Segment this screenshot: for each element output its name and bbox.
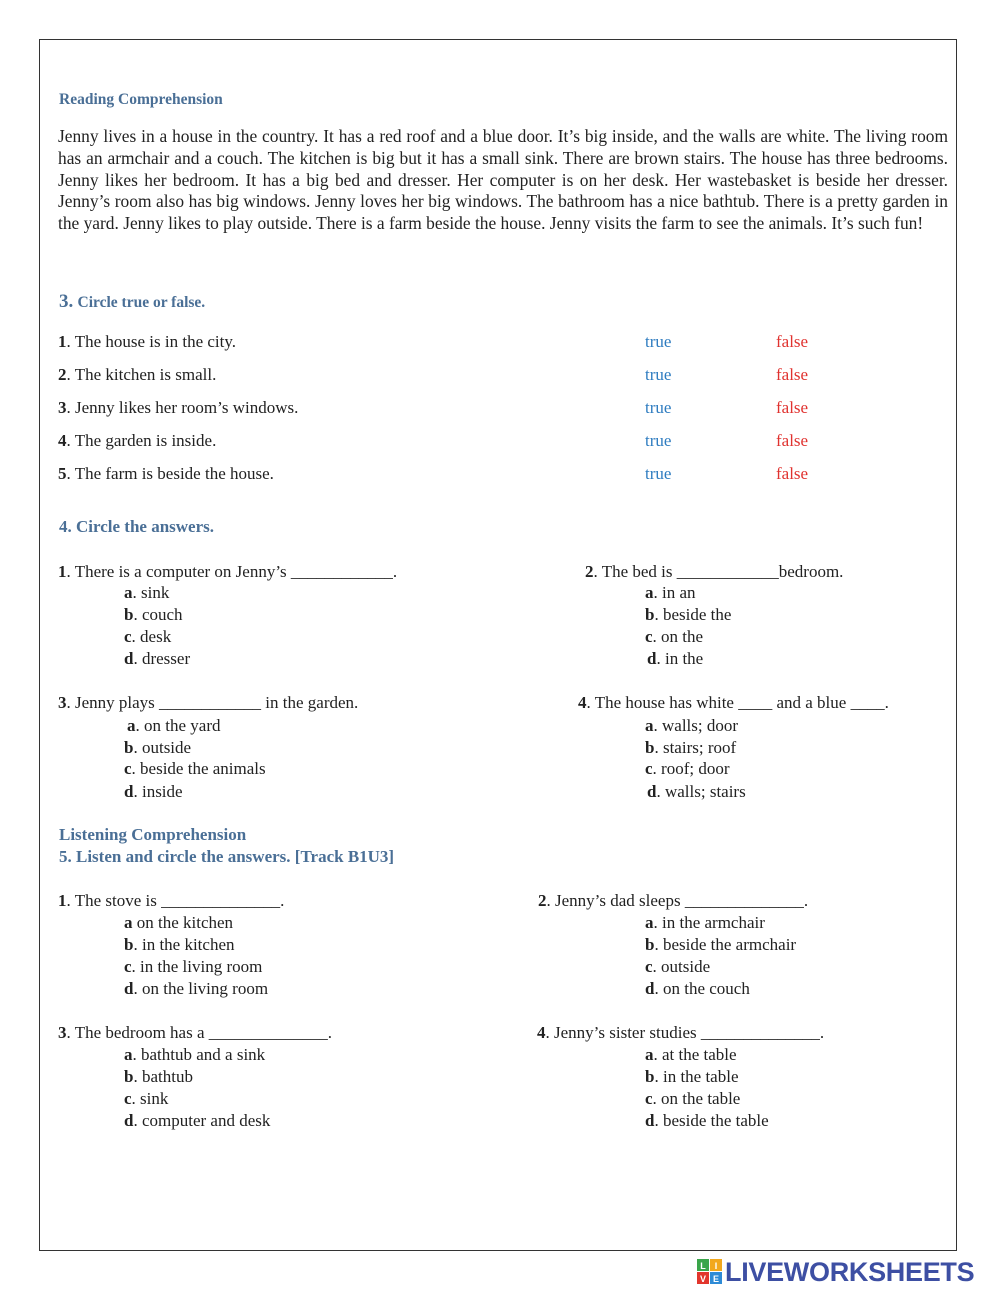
tf-true-option-4[interactable]: true xyxy=(645,431,672,450)
tf-false-option-2[interactable]: false xyxy=(776,365,809,384)
s4-q3-option-b[interactable]: b. outside xyxy=(124,738,192,757)
svg-text:V: V xyxy=(699,1274,707,1284)
l-q4-option-d[interactable]: d. beside the table xyxy=(645,1111,769,1130)
section3-heading xyxy=(59,292,205,311)
s4-q4-option-d[interactable]: d. walls; stairs xyxy=(647,782,746,801)
s4-q3-option-a[interactable]: a. on the yard xyxy=(127,716,221,735)
s4-q2-option-b[interactable]: b. beside the xyxy=(645,605,732,624)
tf-true-option-2[interactable]: true xyxy=(645,365,672,384)
l-q2-option-d[interactable]: d. on the couch xyxy=(645,979,750,998)
tf-true-option-5[interactable]: true xyxy=(645,464,672,483)
tf-item-1: 1. The house is in the city. xyxy=(58,332,237,351)
listening-subtitle: 5. Listen and circle the answers. [Track B1U3] xyxy=(59,847,395,866)
liveworksheets-logo xyxy=(697,1257,993,1287)
l-q4-option-a[interactable]: a. at the table xyxy=(645,1045,737,1064)
tf-false-option-4[interactable]: false xyxy=(776,431,809,450)
s4-q4-option-a[interactable]: a. walls; door xyxy=(645,716,739,735)
l-q1-option-a[interactable]: a on the kitchen xyxy=(124,913,234,932)
tf-true-option-3[interactable]: true xyxy=(645,398,672,417)
s4-q2-option-c[interactable]: c. on the xyxy=(645,627,704,646)
l-q3-option-d[interactable]: d. computer and desk xyxy=(124,1111,271,1130)
s4-q4-option-b[interactable]: b. stairs; roof xyxy=(645,738,737,757)
l-q4-option-c[interactable]: c. on the table xyxy=(645,1089,741,1108)
section3-number: 3. xyxy=(59,291,74,312)
s4-q1-option-c[interactable]: c. desk xyxy=(124,627,172,646)
s4-q1-option-a[interactable]: a. sink xyxy=(124,583,170,602)
logo-text: LIVEWORKSHEETS xyxy=(725,1257,975,1287)
l-q1-option-d[interactable]: d. on the living room xyxy=(124,979,269,998)
section4-title: 4. Circle the answers. xyxy=(59,517,215,536)
l-q4-option-b[interactable]: b. in the table xyxy=(645,1067,739,1086)
l-q3-option-b[interactable]: b. bathtub xyxy=(124,1067,193,1086)
s4-q1-option-b[interactable]: b. couch xyxy=(124,605,183,624)
reading-passage: Jenny lives in a house in the country. It has a red roof and a blue door. It’s big inside, and the walls are white. The living room has an armchair and a couch. The kitchen is big but it has a small sink. There are brown stairs. The house has three bedrooms. Jenny likes her bedroom. It has a big bed and dresser. Her computer is on her desk. Her wastebasket is beside her dresser. Jenny’s room also has big windows. Jenny loves her big windows. The bathroom has a nice bathtub. There is a pretty garden in the yard. Jenny likes to play outside. There is a farm beside the house. Jenny visits the farm to see the animals. It’s such fun! xyxy=(58,126,948,234)
tf-item-5: 5. The farm is beside the house. xyxy=(58,464,274,483)
tf-item-3: 3. Jenny likes her room’s windows. xyxy=(58,398,299,417)
tf-item-4: 4. The garden is inside. xyxy=(58,431,217,450)
l-q3-option-c[interactable]: c. sink xyxy=(124,1089,169,1108)
svg-text:L: L xyxy=(700,1261,706,1271)
listening-title: Listening Comprehension xyxy=(59,825,247,844)
l-question-4: 4. Jenny’s sister studies ______________. xyxy=(537,1023,825,1042)
svg-text:E: E xyxy=(712,1274,720,1284)
l-q2-option-b[interactable]: b. beside the armchair xyxy=(645,935,797,954)
tf-false-option-5[interactable]: false xyxy=(776,464,809,483)
l-q2-option-a[interactable]: a. in the armchair xyxy=(645,913,765,932)
l-q3-option-a[interactable]: a. bathtub and a sink xyxy=(124,1045,266,1064)
s4-q3-option-c[interactable]: c. beside the animals xyxy=(124,759,266,778)
s4-q1-option-d[interactable]: d. dresser xyxy=(124,649,191,668)
svg-text:I: I xyxy=(714,1261,718,1271)
s4-question-3: 3. Jenny plays ____________ in the garden. xyxy=(58,693,359,712)
tf-false-option-3[interactable]: false xyxy=(776,398,809,417)
s4-q3-option-d[interactable]: d. inside xyxy=(124,782,183,801)
l-question-2: 2. Jenny’s dad sleeps ______________. xyxy=(538,891,809,910)
tf-false-option-1[interactable]: false xyxy=(776,332,809,351)
l-question-1: 1. The stove is ______________. xyxy=(58,891,285,910)
logo-mark-icon xyxy=(697,1259,723,1285)
s4-q2-option-d[interactable]: d. in the xyxy=(647,649,704,668)
tf-item-2: 2. The kitchen is small. xyxy=(58,365,217,384)
l-q1-option-c[interactable]: c. in the living room xyxy=(124,957,263,976)
s4-question-1: 1. There is a computer on Jenny’s ____________. xyxy=(58,562,398,581)
s4-q4-option-c[interactable]: c. roof; door xyxy=(645,759,730,778)
s4-question-4: 4. The house has white ____ and a blue ____. xyxy=(578,693,889,712)
l-question-3: 3. The bedroom has a ______________. xyxy=(58,1023,333,1042)
tf-true-option-1[interactable]: true xyxy=(645,332,672,351)
reading-title: Reading Comprehension xyxy=(59,91,223,108)
s4-question-2: 2. The bed is ____________bedroom. xyxy=(585,562,844,581)
s4-q2-option-a[interactable]: a. in an xyxy=(645,583,696,602)
l-q1-option-b[interactable]: b. in the kitchen xyxy=(124,935,235,954)
section3-title: Circle true or false. xyxy=(77,294,206,311)
l-q2-option-c[interactable]: c. outside xyxy=(645,957,711,976)
